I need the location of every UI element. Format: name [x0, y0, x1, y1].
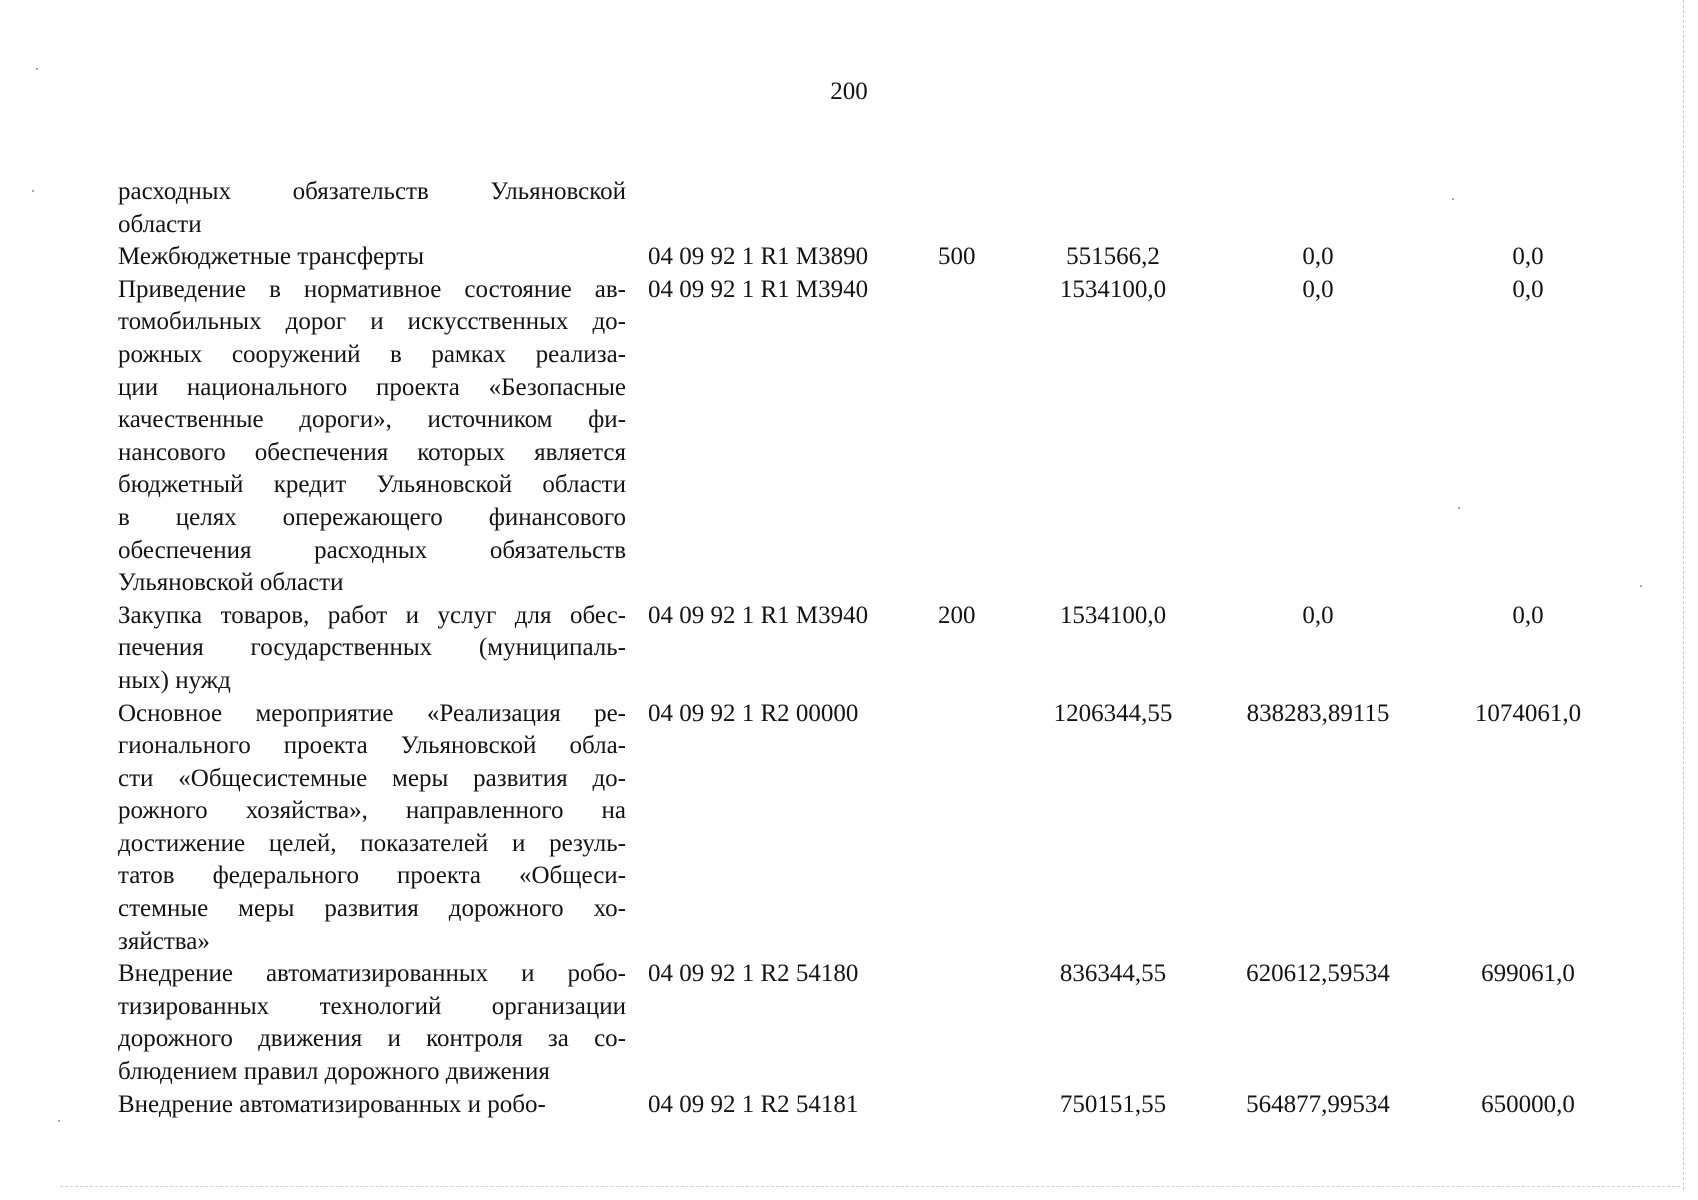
row-value-2: 838283,89115: [1246, 699, 1390, 727]
row-value-3: 0,0: [1512, 275, 1544, 303]
row-code: 04 09 92 1 R2 54180: [648, 960, 859, 988]
row-name-line: в целях опережающего финансового: [118, 503, 626, 531]
row-name-line: обеспечения расходных обязательств: [118, 536, 626, 564]
row-name-line: Внедрение автоматизированных и робо-: [118, 1090, 546, 1118]
row-name-line: Ульяновской области: [118, 569, 344, 597]
row-value-3: 0,0: [1512, 601, 1544, 629]
row-name-line: дорожного движения и контроля за со-: [118, 1025, 626, 1053]
scan-edge-bottom: [60, 1186, 1680, 1187]
row-name-line: гионального проекта Ульяновской обла-: [118, 732, 626, 760]
table-row: [118, 958, 1628, 1088]
row-name: [118, 698, 626, 959]
row-name-line: рожных сооружений в рамках реализа-: [118, 340, 626, 368]
row-value-3: 650000,0: [1481, 1090, 1575, 1118]
table-row: [118, 176, 1628, 241]
row-code: 04 09 92 1 R1 M3890: [648, 243, 869, 271]
row-name-line: зяйства»: [118, 927, 210, 955]
row-name: [118, 1089, 626, 1122]
row-name-line: ных) нужд: [118, 666, 231, 694]
row-code: 04 09 92 1 R1 M3940: [648, 601, 869, 629]
row-name-line: стемные меры развития дорожного хо-: [118, 895, 626, 923]
scan-speck: [58, 1120, 60, 1122]
scan-speck: [1452, 198, 1454, 200]
row-name-line: расходных обязательств Ульяновской: [118, 178, 626, 205]
scan-edge-right: [1683, 0, 1684, 1190]
scan-speck: [1640, 585, 1642, 587]
row-name-line: татов федерального проекта «Общеси-: [118, 862, 626, 890]
row-name-line: печения государственных (муниципаль-: [118, 634, 626, 662]
row-name-line: области: [118, 210, 202, 238]
table-row: [118, 241, 1628, 274]
row-value-2: 564877,99534: [1246, 1090, 1390, 1118]
row-name-line: Основное мероприятие «Реализация ре-: [118, 699, 626, 727]
row-name-line: Межбюджетные трансферты: [118, 243, 425, 271]
row-value-2: 620612,59534: [1246, 960, 1390, 988]
row-expense-type: 500: [938, 243, 976, 271]
row-code: 04 09 92 1 R2 54181: [648, 1090, 859, 1118]
page-number: 200: [830, 78, 868, 105]
row-code: 04 09 92 1 R1 M3940: [648, 275, 869, 303]
row-name: [118, 600, 626, 698]
row-name-line: блюдением правил дорожного движения: [118, 1058, 550, 1086]
row-name: [118, 274, 626, 600]
scan-speck: [32, 190, 34, 192]
row-name-line: Закупка товаров, работ и услуг для обес-: [118, 601, 626, 629]
row-name-line: нансового обеспечения которых является: [118, 438, 626, 466]
row-value-1: 1534100,0: [1059, 275, 1167, 303]
row-value-2: 0,0: [1302, 601, 1334, 629]
row-value-1: 836344,55: [1059, 960, 1167, 988]
row-value-2: 0,0: [1302, 275, 1334, 303]
row-value-3: 1074061,0: [1474, 699, 1582, 727]
table-row: [118, 600, 1628, 698]
row-code: 04 09 92 1 R2 00000: [648, 699, 859, 727]
scan-speck: [1458, 507, 1460, 509]
budget-table: [118, 176, 1628, 1121]
row-name-line: томобильных дорог и искусственных до-: [118, 308, 626, 336]
table-row: [118, 1089, 1628, 1122]
row-value-3: 0,0: [1512, 243, 1544, 271]
row-value-1: 750151,55: [1059, 1090, 1167, 1118]
row-value-1: 1206344,55: [1053, 699, 1173, 727]
row-name-line: качественные дороги», источником фи-: [118, 406, 626, 434]
row-name-line: сти «Общесистемные меры развития до-: [118, 764, 626, 792]
row-name-line: Приведение в нормативное состояние ав-: [118, 275, 626, 303]
scan-speck: [36, 68, 38, 70]
row-name-line: бюджетный кредит Ульяновской области: [118, 471, 626, 499]
row-name-line: рожного хозяйства», направленного на: [118, 797, 626, 825]
row-value-1: 1534100,0: [1059, 601, 1167, 629]
row-name-line: Внедрение автоматизированных и робо-: [118, 960, 626, 988]
row-name: [118, 241, 626, 274]
row-name-line: тизированных технологий организации: [118, 992, 626, 1020]
row-name: [118, 958, 626, 1088]
row-expense-type: 200: [938, 601, 976, 629]
row-name: [118, 176, 626, 241]
row-name-line: ции национального проекта «Безопасные: [118, 373, 626, 401]
row-value-2: 0,0: [1302, 243, 1334, 271]
row-value-3: 699061,0: [1481, 960, 1575, 988]
table-row: [118, 274, 1628, 600]
row-value-1: 551566,2: [1066, 243, 1160, 271]
row-name-line: достижение целей, показателей и резуль-: [118, 829, 626, 857]
table-row: [118, 698, 1628, 959]
